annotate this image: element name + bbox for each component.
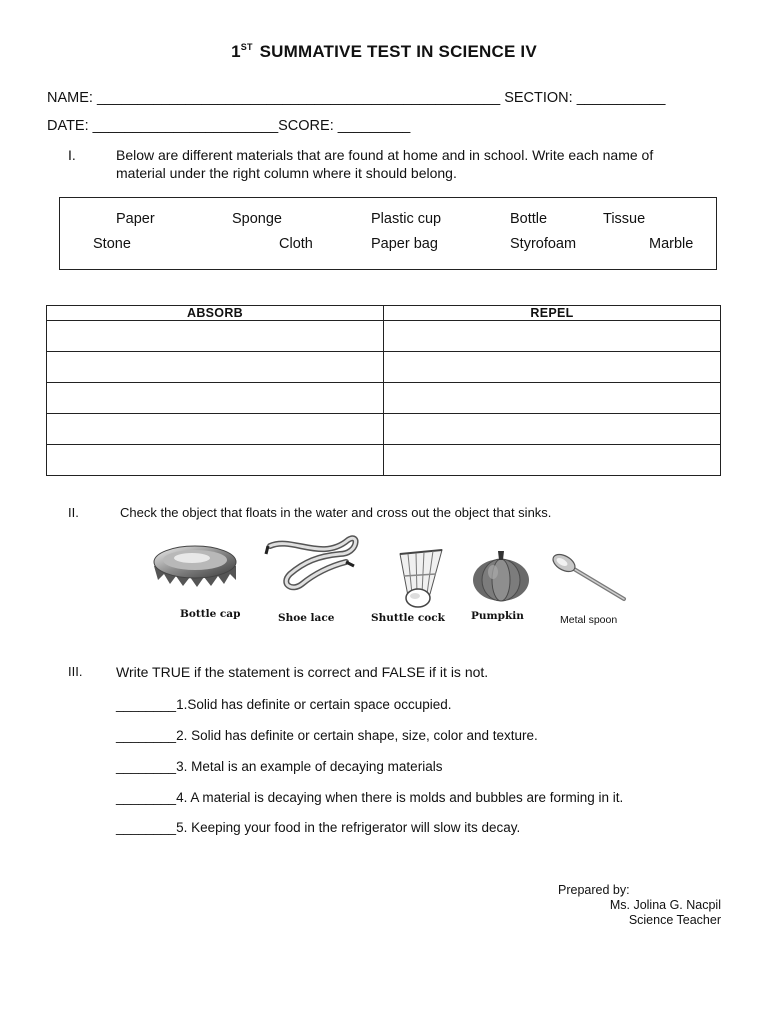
repel-cell[interactable] (384, 352, 721, 383)
part2-number: II. (68, 505, 79, 520)
shoe-lace-label: Shoe lace (278, 612, 335, 624)
statement-4[interactable]: ________4. A material is decaying when there is molds and bubbles are forming in it. (116, 790, 624, 805)
shuttle-cock-image[interactable] (388, 546, 454, 610)
repel-header: REPEL (384, 306, 721, 321)
repel-cell[interactable] (384, 445, 721, 476)
bottle-cap-image[interactable] (150, 536, 240, 596)
prepared-by-label: Prepared by: (558, 883, 630, 897)
part1-instruction-line2: material under the right column where it should belong. (116, 165, 457, 181)
material-item: Styrofoam (510, 236, 577, 252)
repel-cell[interactable] (384, 383, 721, 414)
shuttle-cock-label: Shuttle cock (371, 612, 445, 624)
part3-number: III. (68, 664, 83, 679)
statement-1[interactable]: ________1.Solid has definite or certain space occupied. (116, 697, 452, 712)
page-title (0, 42, 768, 62)
pumpkin-label: Pumpkin (471, 610, 524, 622)
absorb-header: ABSORB (47, 306, 384, 321)
title-number: 1 (231, 42, 241, 61)
material-item: Sponge (232, 211, 282, 227)
repel-cell[interactable] (384, 414, 721, 445)
pumpkin-image[interactable] (471, 548, 531, 604)
absorb-cell[interactable] (47, 352, 384, 383)
part2-instruction: Check the object that floats in the water and cross out the object that sinks. (120, 505, 552, 520)
absorb-cell[interactable] (47, 383, 384, 414)
shoe-lace-image[interactable] (262, 532, 362, 610)
date-score-line[interactable]: DATE: _______________________SCORE: _________ (47, 118, 411, 134)
metal-spoon-image[interactable] (550, 553, 630, 605)
absorb-cell[interactable] (47, 414, 384, 445)
material-item: Tissue (603, 211, 646, 227)
table-row (47, 445, 721, 476)
material-item: Paper (116, 211, 155, 227)
table-row (47, 321, 721, 352)
repel-cell[interactable] (384, 321, 721, 352)
title-superscript: ST (240, 42, 253, 52)
statement-3[interactable]: ________3. Metal is an example of decaying materials (116, 759, 443, 774)
teacher-name: Ms. Jolina G. Nacpil (609, 898, 721, 912)
absorb-repel-table (46, 305, 721, 476)
bottle-cap-label: Bottle cap (180, 608, 241, 620)
part3-instruction: Write TRUE if the statement is correct and FALSE if it is not. (116, 664, 489, 680)
table-row (47, 383, 721, 414)
material-item: Cloth (279, 236, 313, 252)
material-item: Bottle (510, 211, 548, 227)
title-text: SUMMATIVE TEST IN SCIENCE IV (254, 42, 537, 61)
metal-spoon-label: Metal spoon (560, 614, 618, 626)
teacher-role: Science Teacher (628, 913, 721, 927)
material-item: Plastic cup (371, 211, 442, 227)
material-item: Marble (649, 236, 694, 252)
absorb-cell[interactable] (47, 321, 384, 352)
table-row (47, 414, 721, 445)
part1-instruction-line1: Below are different materials that are found at home and in school. Write each name of (116, 147, 654, 163)
statement-5[interactable]: ________5. Keeping your food in the refrigerator will slow its decay. (116, 820, 521, 835)
table-row (47, 352, 721, 383)
material-item: Paper bag (371, 236, 438, 252)
part1-number: I. (68, 147, 76, 163)
materials-box (59, 197, 717, 270)
absorb-cell[interactable] (47, 445, 384, 476)
statement-2[interactable]: ________2. Solid has definite or certain shape, size, color and texture. (116, 728, 538, 743)
material-item: Stone (93, 236, 131, 252)
name-section-line[interactable]: NAME: __________________________________________________ SECTION: ___________ (47, 90, 666, 106)
